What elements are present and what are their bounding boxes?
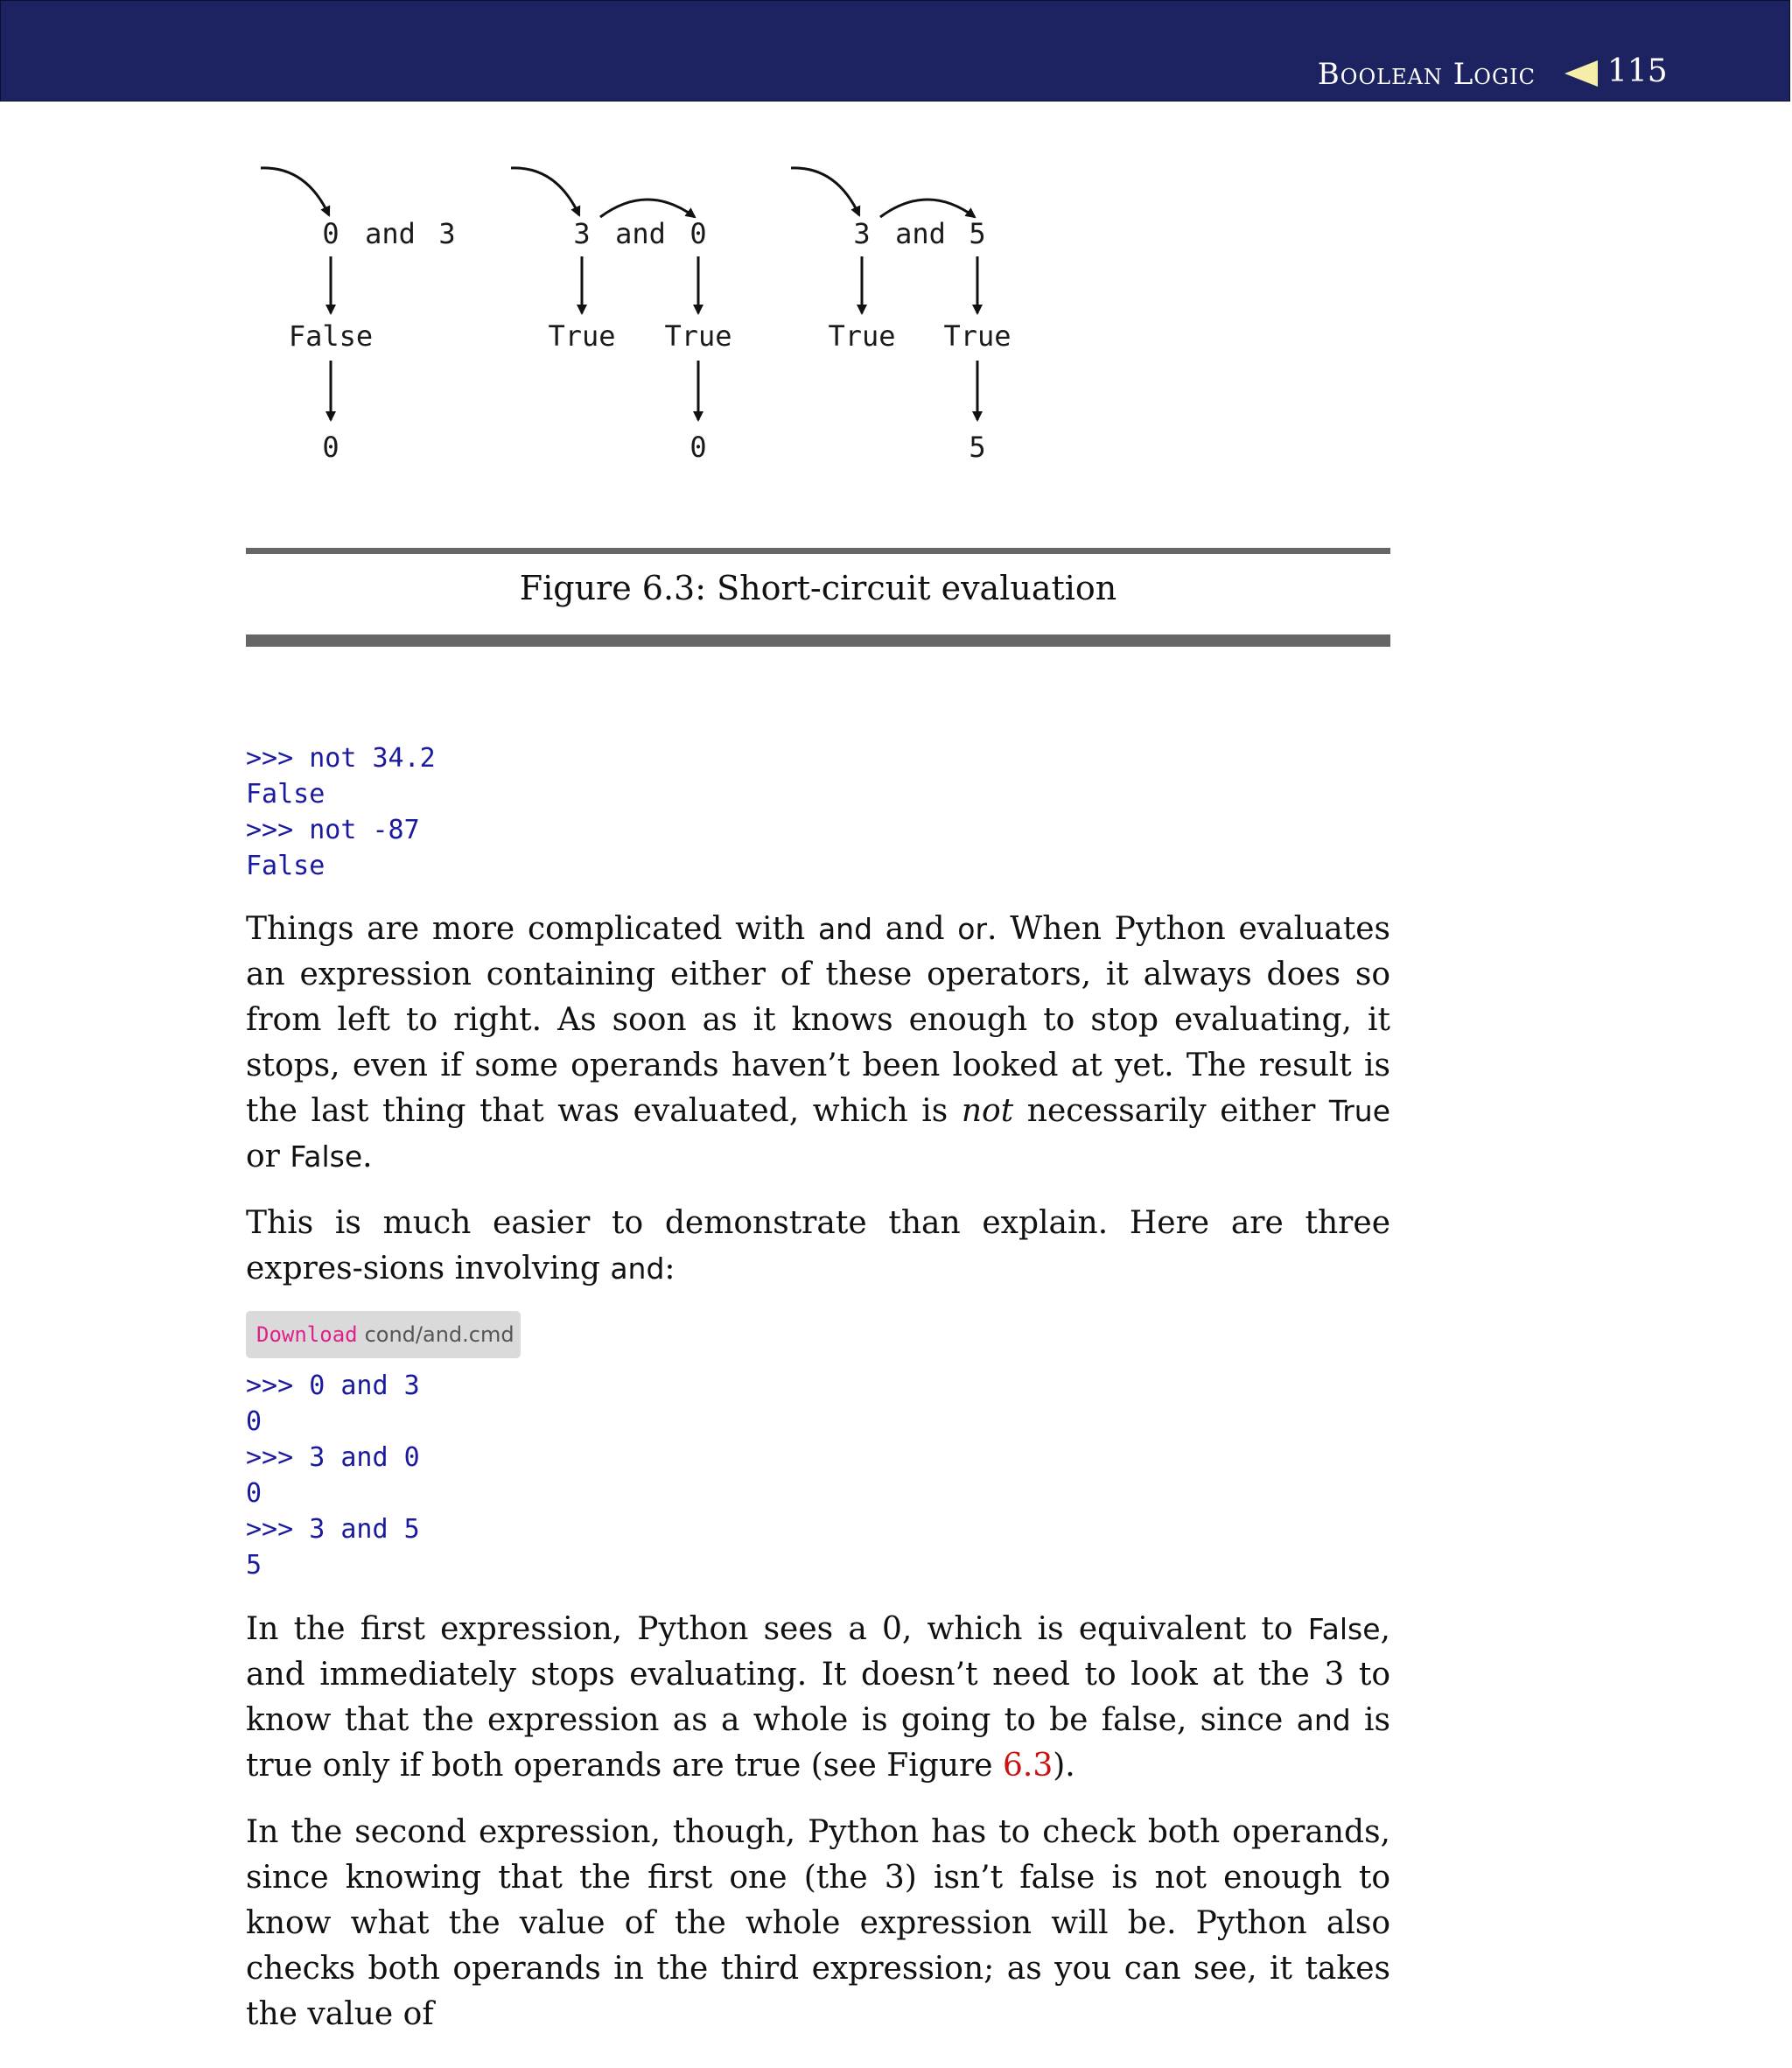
paragraph-second-expression: In the second expression, though, Python has to check both operands, since knowing that the first one (the 3) isn’t false is not enough to know what the value of the whole expression will be. Python also checks both operands in the third expression; as you can see, it takes the value of bbox=[246, 1814, 1390, 2032]
expr-left: 3 bbox=[573, 217, 591, 250]
text-run: : bbox=[664, 1251, 676, 1286]
page-number: 115 bbox=[1607, 53, 1668, 89]
text-run: In the first expression, Python sees a 0, which is equivalent to bbox=[246, 1611, 1308, 1647]
code-block-and bbox=[246, 1368, 420, 1583]
entry-arrow bbox=[261, 168, 329, 215]
text-run: and bbox=[872, 911, 958, 947]
inline-code: and bbox=[817, 912, 873, 946]
text-run: This is much easier to demonstrate than explain. Here are three expres-sions involving bbox=[246, 1205, 1390, 1286]
text-run: . bbox=[362, 1139, 373, 1174]
short-circuit-diagram bbox=[0, 131, 1138, 516]
page-header bbox=[0, 0, 1790, 102]
truth-value: True bbox=[943, 319, 1012, 353]
inline-code: False bbox=[290, 1139, 363, 1174]
truth-value: True bbox=[664, 319, 732, 353]
text-run: ). bbox=[1053, 1748, 1075, 1784]
text-run: is true only if both operands are true (see Figure bbox=[246, 1702, 1391, 1784]
truth-value: True bbox=[548, 319, 616, 353]
code-line: >>> 3 and 0 bbox=[246, 1442, 420, 1473]
code-line: >>> not -87 bbox=[246, 815, 420, 845]
expr-left: 0 bbox=[322, 217, 340, 250]
emphasis: not bbox=[961, 1093, 1014, 1129]
code-line: False bbox=[246, 779, 326, 810]
chapter-title: Boolean Logic bbox=[1317, 57, 1536, 92]
paragraph-first-expression bbox=[246, 1607, 1390, 1789]
text-run: , and immediately stops evaluating. It doesn’t need to look at the 3 to know that the expression as a whole is going to be false, since bbox=[246, 1611, 1390, 1738]
entry-arrow bbox=[511, 168, 579, 215]
text-run: Things are more complicated with bbox=[246, 911, 818, 947]
code-line: >>> not 34.2 bbox=[246, 743, 436, 774]
paragraph-demo bbox=[246, 1201, 1390, 1292]
figure-rule-top bbox=[246, 548, 1390, 554]
figure-rule-bottom bbox=[246, 634, 1390, 647]
expr-right: 3 bbox=[438, 217, 456, 250]
inline-code: or bbox=[957, 912, 988, 946]
inline-code: and bbox=[1296, 1703, 1351, 1737]
figure-caption: Figure 6.3: Short-circuit evaluation bbox=[519, 569, 1117, 607]
download-path[interactable]: cond/and.cmd bbox=[364, 1322, 514, 1347]
expr-right: 5 bbox=[969, 217, 986, 250]
code-line: 0 bbox=[246, 1406, 262, 1437]
expr-left: 3 bbox=[853, 217, 871, 250]
paragraph-and-or bbox=[246, 907, 1390, 1180]
expr-operator: and bbox=[365, 217, 416, 250]
next-operand-arrow bbox=[880, 200, 975, 217]
text-run: . When Python evaluates an expression containing either of these operators, it always does so from left to right. As soon as it knows enough to stop evaluating, it stops, even if some operands haven’t been looked at yet. The result is the last thing that was evaluated, which is bbox=[246, 911, 1390, 1129]
figure-reference-link[interactable]: 6.3 bbox=[1002, 1748, 1054, 1784]
inline-code: and bbox=[610, 1251, 665, 1286]
previous-arrow-icon bbox=[1564, 60, 1598, 87]
truth-value: True bbox=[828, 319, 896, 353]
expr-operator: and bbox=[615, 217, 666, 250]
text-run: or bbox=[246, 1139, 290, 1174]
inline-code: True bbox=[1328, 1094, 1390, 1128]
result-value: 0 bbox=[322, 431, 340, 464]
code-line: 5 bbox=[246, 1550, 262, 1581]
expr-operator: and bbox=[895, 217, 946, 250]
code-block-not bbox=[246, 740, 436, 884]
expr-right: 0 bbox=[690, 217, 707, 250]
download-link[interactable] bbox=[246, 1311, 521, 1358]
download-label[interactable]: Download bbox=[256, 1322, 358, 1347]
code-line: False bbox=[246, 851, 326, 881]
next-operand-arrow bbox=[600, 200, 695, 217]
entry-arrow bbox=[791, 168, 859, 215]
truth-value: False bbox=[288, 319, 374, 353]
result-value: 0 bbox=[690, 431, 707, 464]
code-line: >>> 0 and 3 bbox=[246, 1370, 420, 1401]
result-value: 5 bbox=[969, 431, 986, 464]
code-line: 0 bbox=[246, 1478, 262, 1509]
inline-code: False bbox=[1307, 1612, 1381, 1646]
text-run: necessarily either bbox=[1013, 1093, 1329, 1129]
code-line: >>> 3 and 5 bbox=[246, 1514, 420, 1545]
